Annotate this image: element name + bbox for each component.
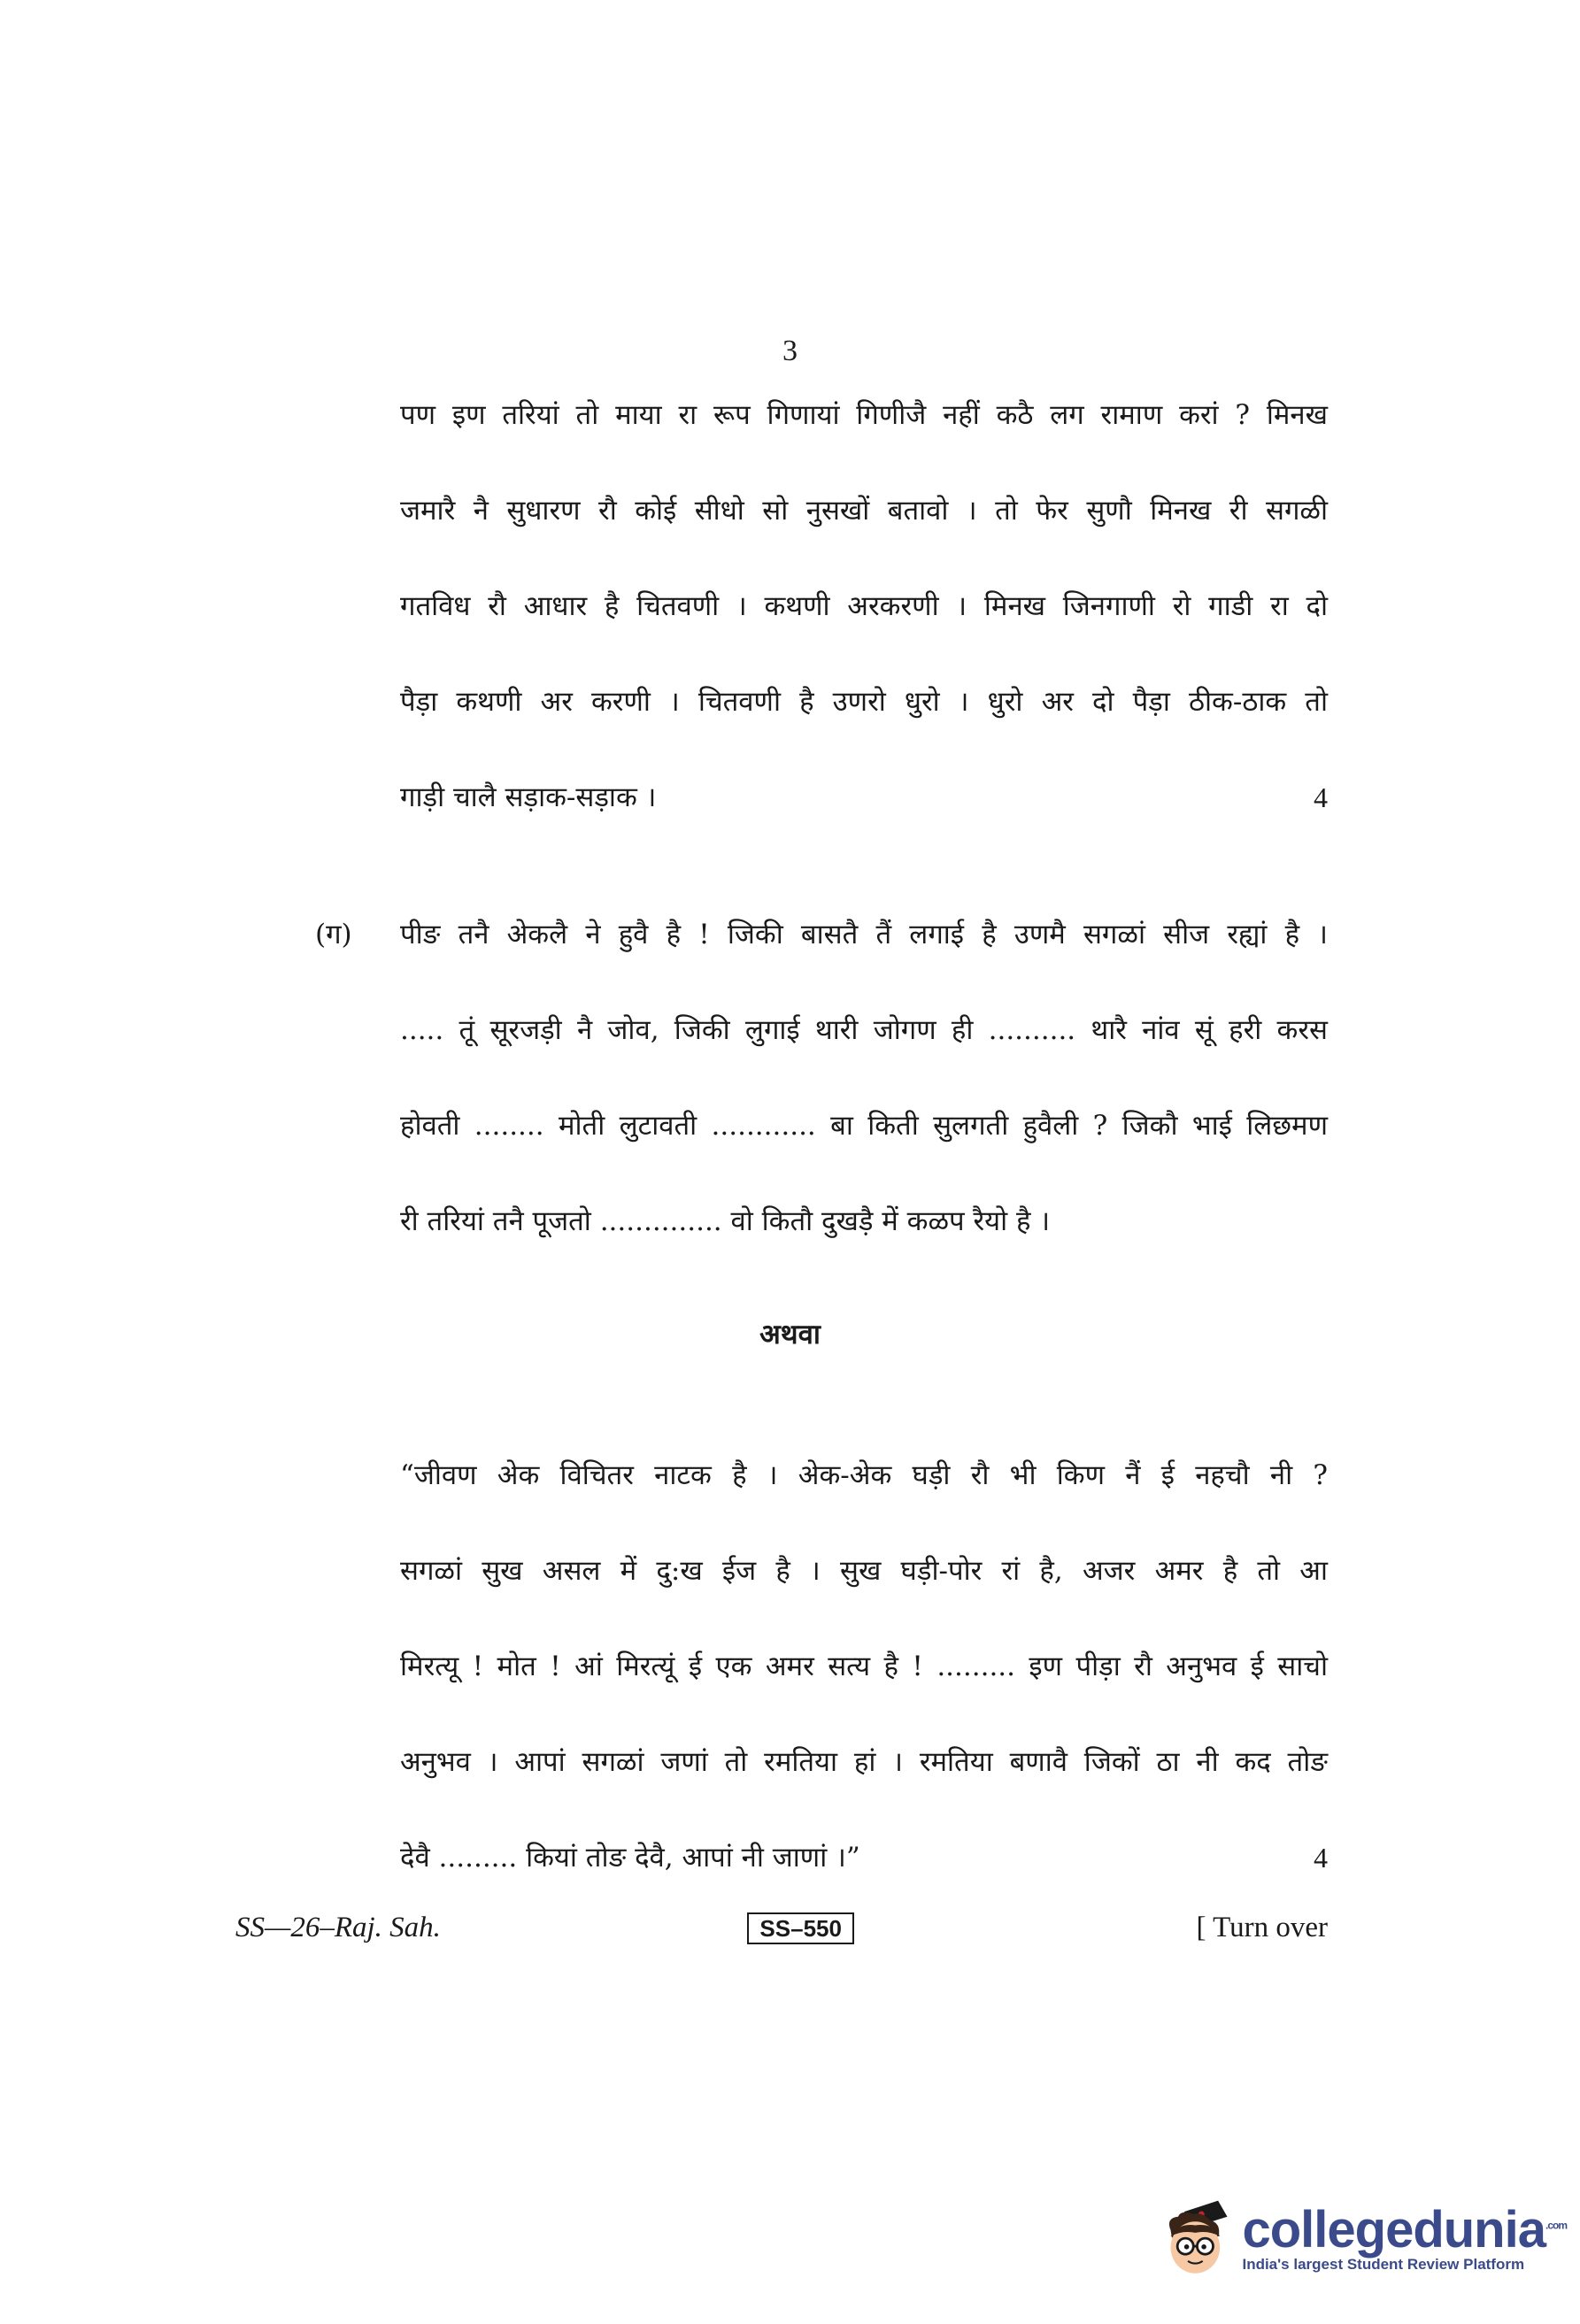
footer-series: SS—26–Raj. Sah.	[235, 1912, 441, 1943]
student-mascot-icon	[1160, 2174, 1233, 2298]
passage-line-text: गाड़ी चालै सड़ाक-सड़ाक ।	[400, 781, 657, 813]
passage-line: जमारै नै सुधारण रौ कोई सीधो सो नुसखों बतावो । तो फेर सुणौ मिनख री सगळी	[400, 495, 1328, 527]
marks-label: 4	[1314, 781, 1328, 813]
passage-block	[400, 384, 1328, 862]
passage-line: “जीवण अेक विचितर नाटक है । अेक-अेक घड़ी रौ भी किण नैं ई नहचौ नी ?	[400, 1459, 1328, 1491]
page-number: 3	[782, 335, 798, 367]
passage-line: मिरत्यू ! मोत ! आं मिरत्यूं ई एक अमर सत्य है ! ......... इण पीड़ा रौ अनुभव ई साचो	[400, 1651, 1328, 1682]
question-passage	[400, 904, 1328, 1286]
question-label: (ग)	[315, 919, 352, 950]
marks-label: 4	[1314, 1842, 1328, 1874]
passage-line-text: देवै ......... कियां तोङ देवै, आपां नी जाणां ।”	[400, 1842, 860, 1874]
passage-line: पीङ तनै अेकलै ने हुवै है ! जिकी बासतै तैं लगाई है उणमै सगळां सीज रह्यां है ।	[400, 919, 1328, 950]
logo-name: collegedunia$^{.com}$	[1242, 2200, 1567, 2259]
passage-line: होवती ........ मोती लुटावती ............ बा किती सुलगती हुवैली ? जिकौ भाई लिछमण	[400, 1110, 1328, 1142]
footer-paper-code: SS–550	[747, 1912, 854, 1944]
logo-tagline: India's largest Student Review Platform	[1242, 2255, 1525, 2273]
passage-line: री तरियां तनै पूजतो .............. वो कितौ दुखड़ै में कळप रैयो है ।	[400, 1205, 1051, 1237]
passage-line: पैड़ा कथणी अर करणी । चितवणी है उणरो धुरो । धुरो अर दो पैड़ा ठीक-ठाक तो	[400, 686, 1328, 718]
passage-line: गतविध रौ आधार है चितवणी । कथणी अरकरणी । मिनख जिनगाणी रो गाडी रा दो	[400, 590, 1328, 622]
page-footer	[235, 1912, 1328, 1944]
passage-line: सगळां सुख असल में दु:ख ईज है । सुख घड़ी-पोर रां है, अजर अमर है तो आ	[400, 1555, 1328, 1587]
athva-heading: अथवा	[759, 1319, 821, 1351]
passage-line: पण इण तरियां तो माया रा रूप गिणायां गिणीजै नहीं कठै लग रामाण करां ? मिनख	[400, 399, 1328, 431]
collegedunia-logo	[1160, 2170, 1567, 2303]
turn-over-label: [ Turn over	[1196, 1912, 1328, 1943]
passage-line-last	[400, 1827, 1328, 1922]
passage-line: अनुभव । आपां सगळां जणां तो रमतिया हां । रमतिया बणावै जिकों ठा नी कद तोङ	[400, 1746, 1328, 1778]
passage-line-last	[400, 766, 1328, 862]
passage-line: ..... तूं सूरजड़ी नै जोव, जिकी लुगाई थारी जोगण ही .......... थारै नांव सूं हरी करस	[400, 1014, 1328, 1046]
alternate-passage	[400, 1444, 1328, 1922]
